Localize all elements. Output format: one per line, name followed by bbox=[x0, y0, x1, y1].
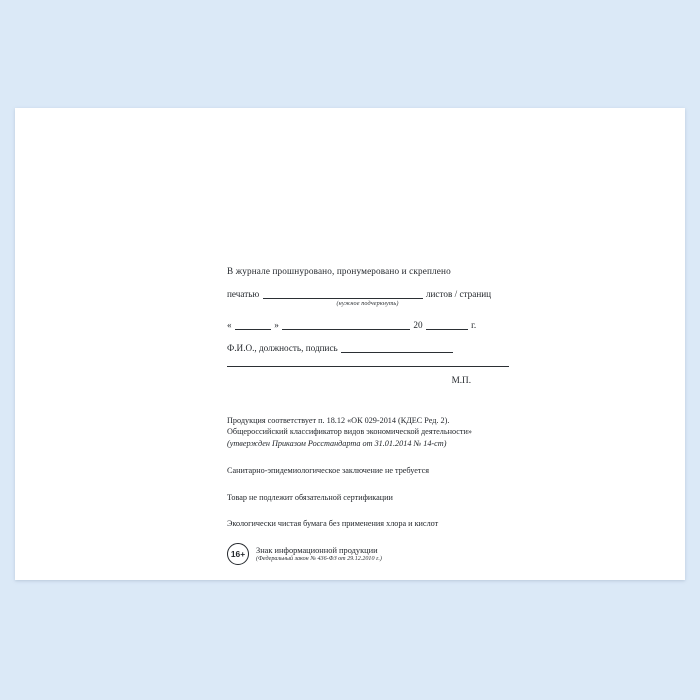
sheets-label: листов / страниц bbox=[425, 289, 492, 299]
year-input[interactable] bbox=[426, 320, 468, 330]
age-mark-title: Знак информационной продукции bbox=[256, 546, 378, 556]
okved-line-1: Продукция соответствует п. 18.12 «ОК 029-2014 (КДЕС Ред. 2). bbox=[227, 416, 450, 425]
signature-row bbox=[227, 343, 557, 353]
date-row bbox=[227, 320, 557, 330]
paper-note: Экологически чистая бумага без применения хлора и кислот bbox=[227, 519, 439, 529]
signature-input[interactable] bbox=[341, 343, 453, 353]
sanitary-note: Санитарно-эпидемиологическое заключение не требуется bbox=[227, 466, 429, 476]
signature-label: Ф.И.О., должность, подпись bbox=[227, 343, 338, 353]
signature-continuation-rule[interactable] bbox=[227, 365, 509, 367]
okved-line-3: (утвержден Приказом Росстандарта от 31.01.2014 № 14-ст) bbox=[227, 438, 447, 448]
age-mark-law: (Федеральный закон № 436-ФЗ от 29.12.2010 г.) bbox=[256, 556, 382, 563]
underline-hint: (нужное подчеркнуть) bbox=[336, 300, 399, 307]
stamp-sheets-row bbox=[227, 289, 557, 299]
journal-statement-line: В журнале прошнуровано, пронумеровано и скреплено bbox=[227, 266, 451, 276]
age-mark-block bbox=[227, 543, 557, 565]
document-sheet bbox=[15, 108, 685, 580]
stamp-label: печатью bbox=[227, 289, 260, 299]
quote-close: » bbox=[274, 320, 279, 330]
year-prefix: 20 bbox=[413, 320, 423, 330]
quote-open: « bbox=[227, 320, 232, 330]
okved-note bbox=[227, 415, 557, 449]
age-16-plus-icon: 16+ bbox=[227, 543, 249, 565]
certification-note: Товар не подлежит обязательной сертификации bbox=[227, 492, 393, 502]
age-mark-text bbox=[256, 546, 382, 562]
document-content bbox=[227, 266, 557, 565]
month-input[interactable] bbox=[282, 320, 410, 330]
okved-line-2: Общероссийский классификатор видов экономической деятельности» bbox=[227, 427, 472, 437]
day-input[interactable] bbox=[235, 320, 271, 330]
year-suffix: г. bbox=[471, 320, 477, 330]
sheets-count-input[interactable] bbox=[263, 289, 423, 299]
stamp-place-label: М.П. bbox=[451, 375, 471, 385]
